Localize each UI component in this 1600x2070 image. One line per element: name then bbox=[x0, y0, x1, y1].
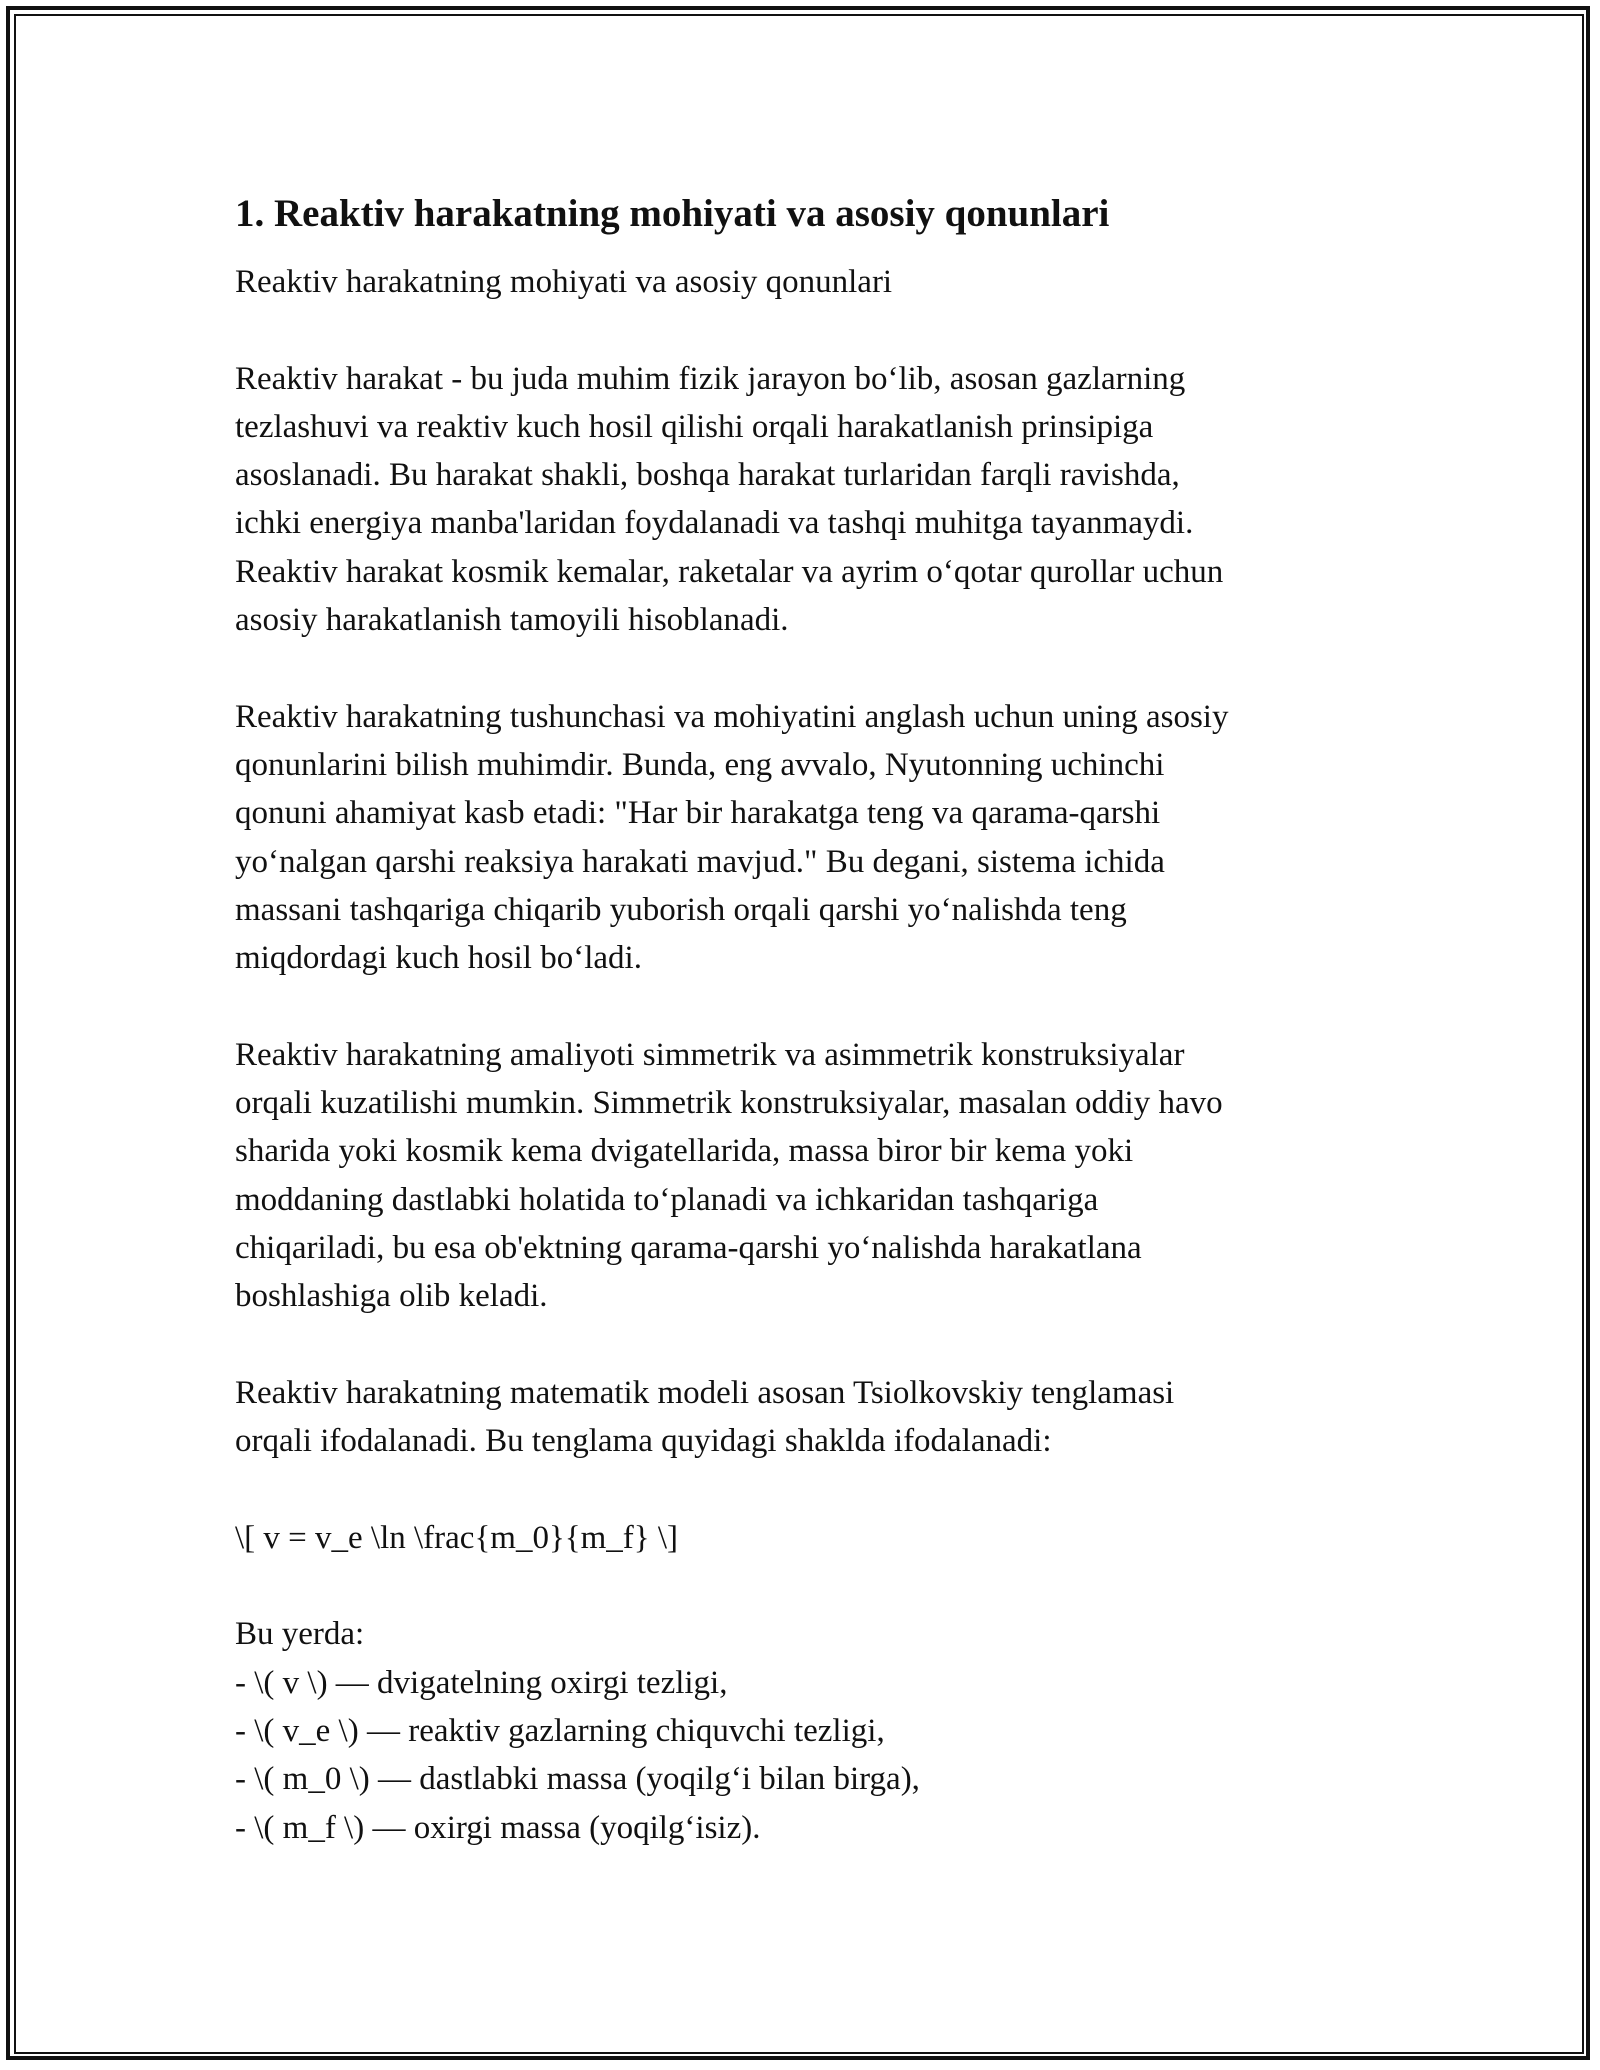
text-line: chiqariladi, bu esa ob'ektning qarama-qarshi yo‘nalishda harakatlana bbox=[235, 1229, 1142, 1266]
text-line: orqali ifodalanadi. Bu tenglama quyidagi shaklda ifodalanadi: bbox=[235, 1423, 1052, 1460]
text-line: Reaktiv harakatning matematik modeli asosan Tsiolkovskiy tenglamasi bbox=[235, 1374, 1175, 1411]
legend-item: - \( m_0 \) — dastlabki massa (yoqilg‘i bilan birga), bbox=[235, 1761, 920, 1798]
subtitle-line: Reaktiv harakatning mohiyati va asosiy qonunlari bbox=[235, 264, 893, 300]
text-line: yo‘nalgan qarshi reaksiya harakati mavjud." Bu degani, sistema ichida bbox=[235, 843, 1165, 880]
formula-paragraph bbox=[235, 1514, 1375, 1562]
legend-intro: Bu yerda: bbox=[235, 1616, 365, 1653]
text-line: boshlashiga olib keladi. bbox=[235, 1278, 548, 1315]
text-line: Reaktiv harakatning amaliyoti simmetrik va asimmetrik konstruksiyalar bbox=[235, 1036, 1185, 1073]
section-heading: 1. Reaktiv harakatning mohiyati va asosiy qonunlari bbox=[235, 192, 1110, 235]
paragraph-definition bbox=[235, 355, 1375, 645]
paragraph-math-model bbox=[235, 1369, 1375, 1466]
legend-item: - \( v_e \) — reaktiv gazlarning chiquvchi tezligi, bbox=[235, 1712, 885, 1749]
variable-legend bbox=[235, 1610, 1375, 1851]
text-line: massani tashqariga chiqarib yuborish orqali qarshi yo‘nalishda teng bbox=[235, 891, 1127, 928]
paragraph-newton-law bbox=[235, 693, 1375, 983]
text-line: asosiy harakatlanish tamoyili hisoblanadi. bbox=[235, 602, 789, 639]
text-line: Reaktiv harakat - bu juda muhim fizik jarayon bo‘lib, asosan gazlarning bbox=[235, 360, 1186, 397]
tsiolkovsky-formula: \[ v = v_e \ln \frac{m_0}{m_f} \] bbox=[235, 1519, 679, 1556]
text-line: orqali kuzatilishi mumkin. Simmetrik konstruksiyalar, masalan oddiy havo bbox=[235, 1085, 1223, 1122]
text-line: sharida yoki kosmik kema dvigatellarida, massa biror bir kema yoki bbox=[235, 1133, 1134, 1170]
text-line: ichki energiya manba'laridan foydalanadi va tashqi muhitga tayanmaydi. bbox=[235, 505, 1194, 542]
text-line: moddaning dastlabki holatida to‘planadi va ichkaridan tashqariga bbox=[235, 1181, 1099, 1218]
document-body bbox=[235, 188, 1375, 1852]
paragraph-constructions bbox=[235, 1031, 1375, 1321]
text-line: tezlashuvi va reaktiv kuch hosil qilishi orqali harakatlanish prinsipiga bbox=[235, 408, 1154, 445]
legend-item: - \( m_f \) — oxirgi massa (yoqilg‘isiz). bbox=[235, 1809, 761, 1846]
text-line: Reaktiv harakat kosmik kemalar, raketalar va ayrim o‘qotar qurollar uchun bbox=[235, 553, 1224, 590]
text-line: qonuni ahamiyat kasb etadi: "Har bir harakatga teng va qarama-qarshi bbox=[235, 795, 1161, 832]
legend-item: - \( v \) — dvigatelning oxirgi tezligi, bbox=[235, 1664, 728, 1701]
text-line: qonunlarini bilish muhimdir. Bunda, eng avvalo, Nyutonning uchinchi bbox=[235, 746, 1165, 783]
text-line: asoslanadi. Bu harakat shakli, boshqa harakat turlaridan farqli ravishda, bbox=[235, 457, 1180, 494]
text-line: miqdordagi kuch hosil bo‘ladi. bbox=[235, 940, 642, 977]
text-line: Reaktiv harakatning tushunchasi va mohiyatini anglash uchun uning asosiy bbox=[235, 698, 1229, 735]
subtitle-paragraph bbox=[235, 258, 1375, 306]
